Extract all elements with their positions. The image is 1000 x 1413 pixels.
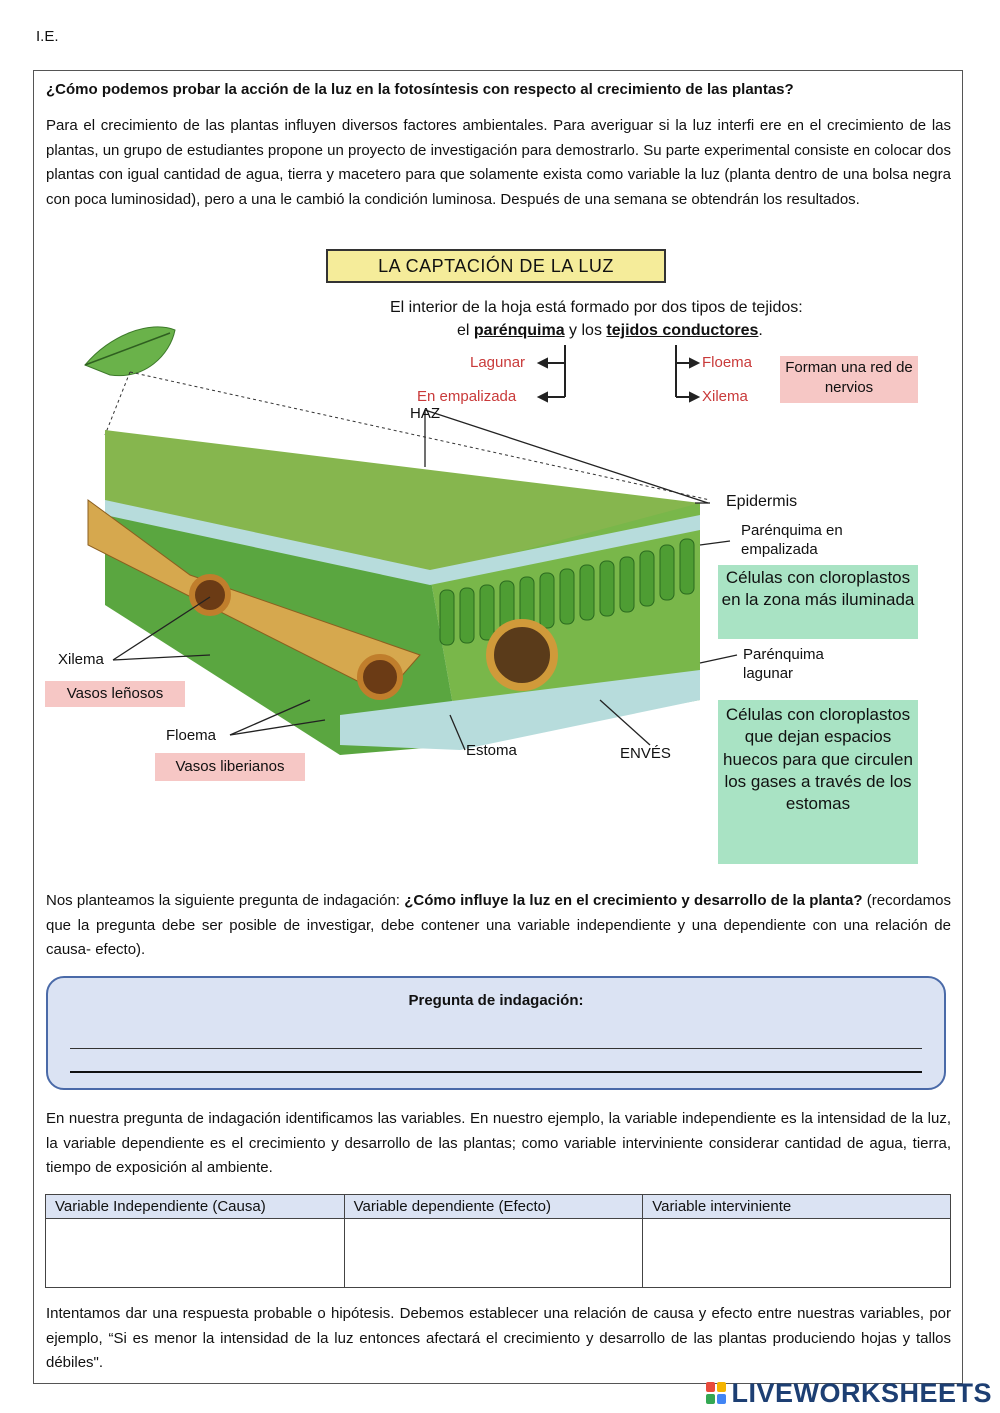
celulas-iluminada-box: Células con cloroplastos en la zona más iluminada [718, 565, 918, 639]
inquiry-title: Pregunta de indagación: [408, 992, 584, 1009]
section-title: ¿Cómo podemos probar la acción de la luz en la fotosíntesis con respecto al crecimiento de las plantas? [46, 81, 794, 98]
haz-label: HAZ [410, 405, 440, 422]
vasos-lenosos-box: Vasos leñosos [45, 681, 185, 707]
header-interviniente: Variable interviniente [643, 1195, 951, 1219]
xilema-label: Xilema [702, 388, 748, 405]
header-dependiente: Variable dependiente (Efecto) [344, 1195, 643, 1219]
floema-left-label: Floema [166, 727, 217, 744]
hypothesis-paragraph: Intentamos dar una respuesta probable o hipótesis. Debemos establecer una relación de causa y efecto entre nuestras variables, por ejemplo, “Si es menor la intensidad de la luz entonces afectará el crecimiento y desarrollo de las plantas produciendo hojas y tallos débiles". [46, 1305, 951, 1371]
diagram-line2: el parénquima y los tejidos conductores. [457, 322, 763, 339]
ie-label: I.E. [36, 28, 59, 45]
intro-paragraph: Para el crecimiento de las plantas influyen diversos factores ambientales. Para averiguar si la luz interfi ere en el crecimiento de las plantas, un grupo de estudiantes propone un proyecto de investigación para demostrarlo. Su parte experimental consiste en colocar dos plantas con igual cantidad de agua, tierra y macetero para que solamente exista como variable la luz (planta dentro de una bolsa negra con poca luminosidad), pero a una le cambió la condición luminosa. Después de una semana se obtendrán los resultados. [46, 117, 951, 208]
celulas-huecos-box: Células con cloroplastos que dejan espacios huecos para que circulen los gases a través de los estomas [718, 700, 918, 864]
variables-table [45, 1194, 951, 1288]
vasos-liberianos-box: Vasos liberianos [155, 753, 305, 781]
diagram-line1: El interior de la hoja está formado por dos tipos de tejidos: [390, 299, 803, 316]
leaf-diagram [40, 245, 930, 870]
question-paragraph: Nos planteamos la siguiente pregunta de indagación: ¿Cómo influye la luz en el crecimiento y desarrollo de la planta? (recordamos que la pregunta debe ser posible de investigar, debe contener una variable independiente y una dependiente con una relación de causa- efecto). [46, 892, 951, 958]
xilema-left-label: Xilema [58, 651, 104, 668]
inquiry-question-box [46, 976, 946, 1090]
answer-line-1[interactable] [70, 1048, 922, 1049]
cell-interviniente[interactable] [643, 1219, 951, 1288]
cell-dependiente[interactable] [344, 1219, 643, 1288]
lagunar-label: Lagunar [470, 354, 526, 371]
header-independiente: Variable Independiente (Causa) [46, 1195, 345, 1219]
empalizada-label: En empalizada [417, 388, 517, 405]
epidermis-label: Epidermis [726, 493, 798, 510]
diagram-title: LA CAPTACIÓN DE LA LUZ [326, 249, 666, 283]
red-nervios-box: Forman una red de nervios [780, 356, 918, 403]
parenquima-lagunar-label: Parénquima lagunar [743, 646, 824, 682]
estoma-label: Estoma [466, 742, 517, 759]
parenquima-empalizada-label: Parénquima en empalizada [741, 522, 843, 558]
floema-label: Floema [702, 354, 753, 371]
enves-label: ENVÉS [620, 745, 671, 762]
logo-icon [706, 1382, 728, 1406]
variables-paragraph: En nuestra pregunta de indagación identificamos las variables. En nuestro ejemplo, la variable independiente es la intensidad de la luz, la variable dependiente es el crecimiento y desarrollo de las plantas; como variable interviniente considerar cantidad de agua, tierra, tiempo de exposición al ambiente. [46, 1110, 951, 1176]
answer-line-2[interactable] [70, 1071, 922, 1073]
liveworksheets-logo: LIVEWORKSHEETS [706, 1378, 992, 1409]
cell-independiente[interactable] [46, 1219, 345, 1288]
